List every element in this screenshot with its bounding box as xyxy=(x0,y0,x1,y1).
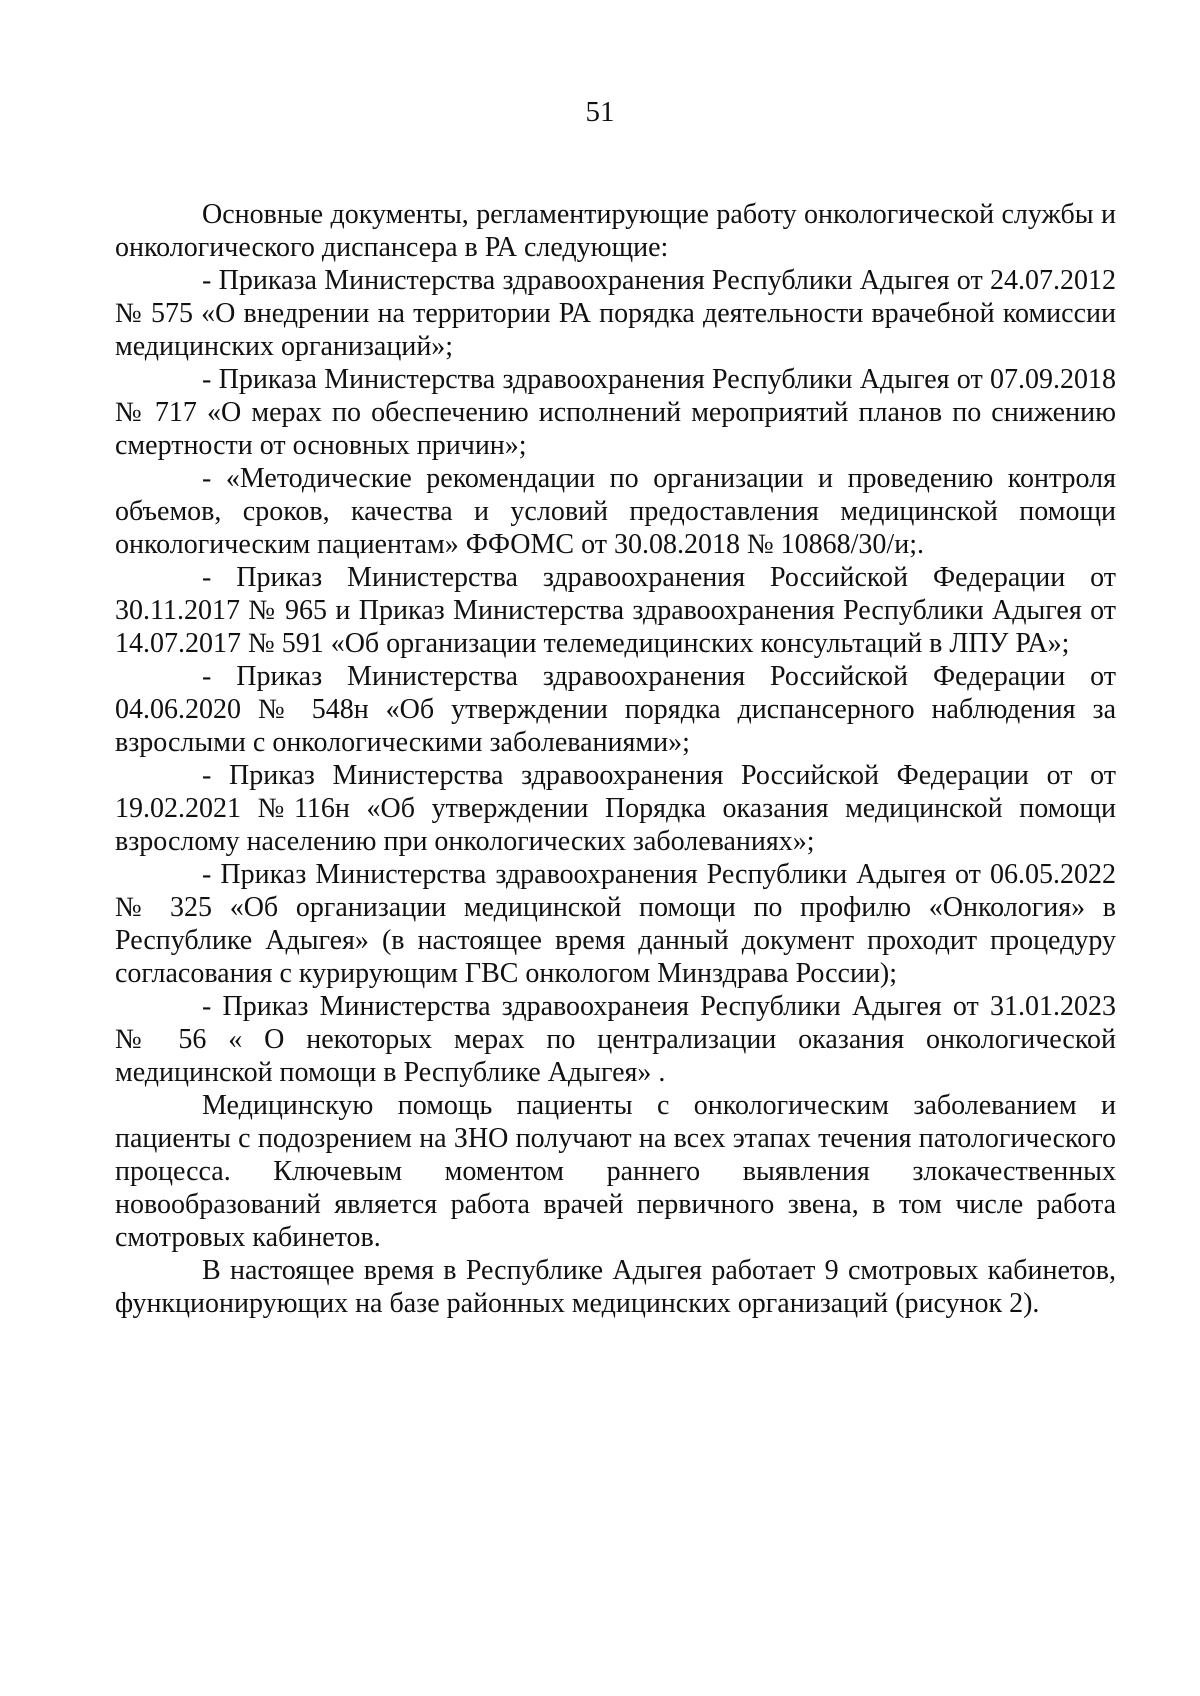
list-item-order-717: - Приказа Министерства здравоохранения Республики Адыгея от 07.09.2018 № 717 «О мерах по обеспечению исполнений мероприятий планов по снижению смертности от основных причин»; xyxy=(115,364,1116,461)
list-item-order-325: - Приказ Министерства здравоохранения Республики Адыгея от 06.05.2022 № 325 «Об организации медицинской помощи по профилю «Онкология» в Республике Адыгея» (в настоящее время данный документ проходит процедуру согласования с курирующим ГВС онкологом Минздрава России); xyxy=(115,859,1116,989)
list-item-order-965-591: - Приказ Министерства здравоохранения Российской Федерации от 30.11.2017 № 965 и Приказ Министерства здравоохранения Республики Адыгея от 14.07.2017 № 591 «Об организации телемедицинских консультаций в ЛПУ РА»; xyxy=(115,562,1116,659)
list-item-order-116n: - Приказ Министерства здравоохранения Российской Федерации от от 19.02.2021 №116н «Об утверждении Порядка оказания медицинской помощи взрослому населению при онкологических заболеваниях»; xyxy=(115,760,1116,857)
intro-paragraph: Основные документы, регламентирующие работу онкологической службы и онкологического диспансера в РА следующие: xyxy=(115,199,1116,263)
document-body xyxy=(115,198,1116,1320)
list-item-order-575: - Приказа Министерства здравоохранения Республики Адыгея от 24.07.2012 № 575 «О внедрении на территории РА порядка деятельности врачебной комиссии медицинских организаций»; xyxy=(115,265,1116,362)
exam-rooms-paragraph: В настоящее время в Республике Адыгея работает 9 смотровых кабинетов, функционирующих на базе районных медицинских организаций (рисунок 2). xyxy=(115,1255,1116,1319)
list-item-order-548n: - Приказ Министерства здравоохранения Российской Федерации от 04.06.2020 № 548н «Об утверждении порядка диспансерного наблюдения за взрослыми с онкологическими заболеваниями»; xyxy=(115,661,1116,758)
list-item-ffoms-recommendations: - «Методические рекомендации по организации и проведению контроля объемов, сроков, качества и условий предоставления медицинской помощи онкологическим пациентам» ФФОМС от 30.08.2018 № 10868/30/и;. xyxy=(115,463,1116,560)
list-item-order-56: - Приказ Министерства здравоохранеия Республики Адыгея от 31.01.2023 № 56 « О некоторых мерах по централизации оказания онкологической медицинской помощи в Республике Адыгея» . xyxy=(115,991,1116,1088)
care-paragraph: Медицинскую помощь пациенты с онкологическим заболеванием и пациенты с подозрением на ЗНО получают на всех этапах течения патологического процесса. Ключевым моментом раннего выявления злокачественных новообразований является работа врачей первичного звена, в том числе работа смотровых кабинетов. xyxy=(115,1090,1116,1253)
page-number: 51 xyxy=(585,96,615,128)
